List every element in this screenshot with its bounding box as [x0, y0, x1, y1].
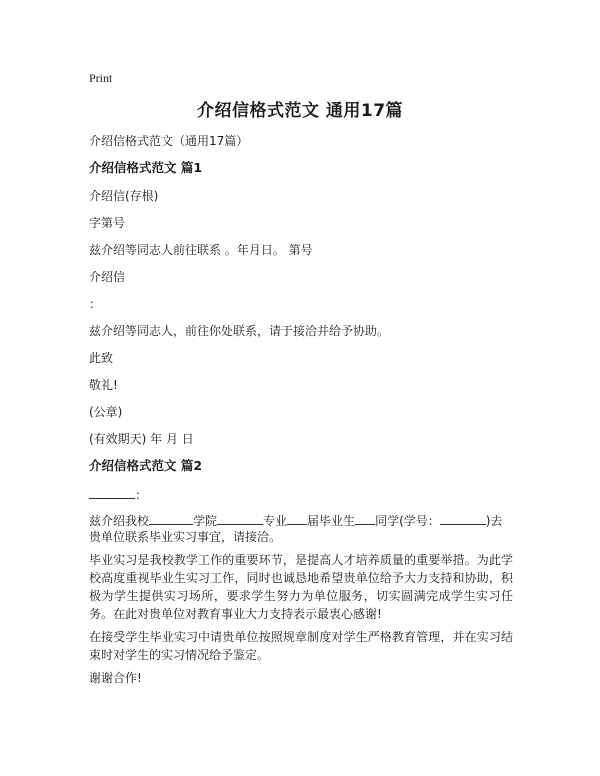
- print-label: Print: [89, 71, 113, 85]
- paragraph-importance: 毕业实习是我校教学工作的重要环节，是提高人才培养质量的重要举措。为此学校高度重视毕业生实习工作，同时也诚恳地希望贵单位给予大力支持和协助，积极为学生提供实习场所，要求学生努力为单位服务，切实圆满完成学生实习任务。在此对贵单位对教育事业大力支持表示最衷心感谢!: [89, 553, 513, 621]
- closing-jing-li: 敬礼!: [89, 378, 118, 392]
- document-title: 介绍信格式范文 通用17篇: [196, 101, 404, 121]
- intro-text-1: 兹介绍我校: [89, 514, 150, 528]
- college-blank: [217, 512, 263, 525]
- stub-label: 介绍信(存根): [89, 189, 159, 203]
- letter-body: 兹介绍等同志人，前往你处联系，请于接洽并给予协助。: [89, 324, 390, 338]
- number-line: 字第号: [89, 216, 126, 230]
- official-seal: (公章): [89, 405, 123, 419]
- addressee-line: [89, 486, 147, 503]
- section1-heading: 介绍信格式范文 篇1: [89, 160, 203, 175]
- intro-line-1: [89, 512, 502, 529]
- validity-date: (有效期天) 年 月 日: [89, 432, 194, 446]
- addressee-blank: [89, 486, 135, 499]
- closing-ci-zhi: 此致: [89, 351, 114, 365]
- section2-heading: 介绍信格式范文 篇2: [89, 458, 203, 473]
- intro-text-6: )去: [485, 514, 503, 528]
- student-id-blank: [440, 512, 486, 525]
- intro-text-3: 专业: [263, 514, 288, 528]
- closing-thanks: 谢谢合作!: [89, 671, 142, 685]
- stub-body: 兹介绍等同志人前往联系 。年月日。 第号: [89, 243, 313, 257]
- salutation-mark-2: ：: [135, 488, 148, 502]
- intro-line-2: 贵单位联系毕业实习事宜，请接洽。: [89, 530, 282, 544]
- document-subtitle: 介绍信格式范文（通用17篇）: [89, 134, 249, 148]
- student-name-blank: [355, 512, 375, 525]
- school-blank: [149, 512, 193, 525]
- salutation-mark: ：: [89, 297, 102, 311]
- year-blank: [287, 512, 307, 525]
- intro-text-5: 同学(学号：: [375, 514, 440, 528]
- letter-title: 介绍信: [89, 270, 126, 284]
- paragraph-management: 在接受学生毕业实习中请贵单位按照规章制度对学生严格教育管理，并在实习结束时对学生的实习情况给予鉴定。: [89, 630, 513, 662]
- intro-text-4: 届毕业生: [307, 514, 356, 528]
- intro-text-2: 学院: [193, 514, 218, 528]
